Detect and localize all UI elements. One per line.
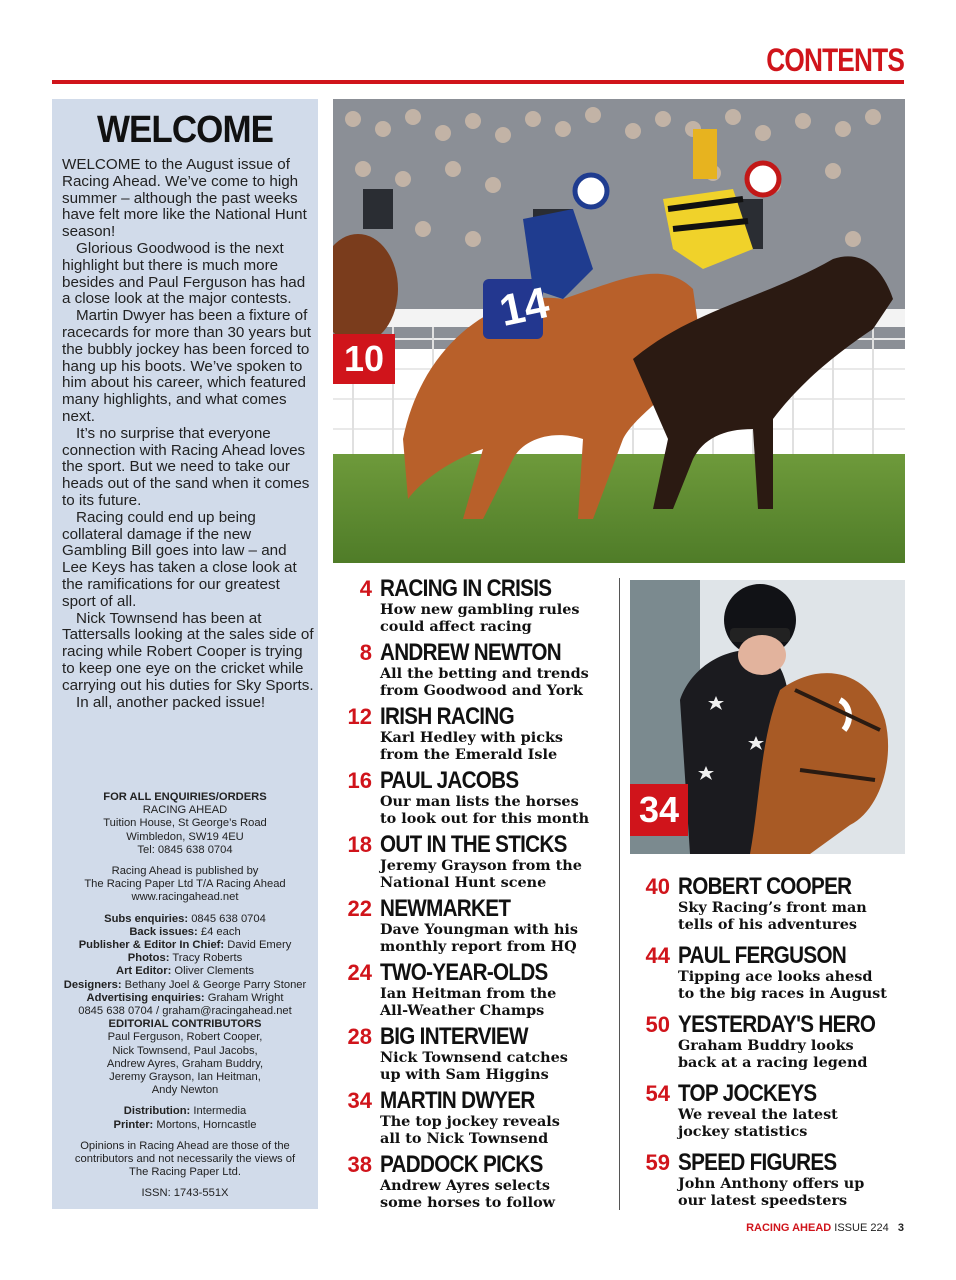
publisher-line: Racing Ahead is published by <box>111 865 259 878</box>
printer-row: Printer: Mortons, Horncastle <box>113 1118 257 1131</box>
jockey-photo[interactable] <box>630 580 905 854</box>
toc-item[interactable] <box>645 1080 839 1140</box>
credit-row: Art Editor: Oliver Clements <box>116 965 254 978</box>
toc-description: Karl Hedley with picks <box>380 729 564 746</box>
address-line: Wimbledon, SW19 4EU <box>126 830 244 843</box>
toc-item[interactable] <box>347 767 590 827</box>
toc-item[interactable] <box>359 575 580 635</box>
toc-item[interactable] <box>347 1023 568 1083</box>
column-divider <box>619 578 620 1210</box>
contributors-line: Andy Newton <box>151 1084 219 1097</box>
toc-title: PADDOCK PICKS <box>380 1151 543 1178</box>
toc-description: up with Sam Higgins <box>380 1065 549 1083</box>
credit-row: Photos: Tracy Roberts <box>127 952 243 965</box>
address-line: RACING AHEAD <box>142 804 228 817</box>
toc-description: John Anthony offers up <box>678 1175 865 1192</box>
toc-item[interactable] <box>645 942 887 1002</box>
toc-title: OUT IN THE STICKS <box>380 831 567 858</box>
toc-description: We reveal the latest <box>678 1106 838 1123</box>
toc-item[interactable] <box>347 1151 569 1211</box>
advertising-contact[interactable]: 0845 638 0704 / graham@racingahead.net <box>78 1005 292 1018</box>
credit-row: Designers: Bethany Joel & George Parry Stoner <box>63 978 307 991</box>
toc-page-number: 18 <box>347 832 372 857</box>
welcome-paragraph: Nick Townsend has been at Tattersalls looking at the sales side of racing while Robert Cooper is trying to keep one eye on the cricket while carrying out his duties for Sky Sports. <box>62 609 314 694</box>
toc-page-number: 28 <box>347 1024 372 1049</box>
footer-page-number: 3 <box>897 1222 904 1234</box>
toc-item[interactable] <box>347 703 564 763</box>
credit-row: Advertising enquiries: Graham Wright <box>86 991 284 1004</box>
issn: ISSN: 1743-551X <box>141 1187 229 1200</box>
toc-description: National Hunt scene <box>380 873 547 891</box>
toc-title: ROBERT COOPER <box>678 873 852 900</box>
toc-title: RACING IN CRISIS <box>380 575 552 602</box>
toc-title: YESTERDAY'S HERO <box>678 1011 876 1038</box>
toc-title: SPEED FIGURES <box>678 1149 837 1176</box>
toc-description: Dave Youngman with his <box>380 921 578 938</box>
enquiries-heading: FOR ALL ENQUIRIES/ORDERS <box>103 791 267 803</box>
race-finish-photo[interactable] <box>333 99 905 563</box>
contributors-line: Paul Ferguson, Robert Cooper, <box>107 1031 263 1044</box>
toc-title: PAUL JACOBS <box>380 767 519 794</box>
publisher-line: The Racing Paper Ltd T/A Racing Ahead <box>84 878 286 891</box>
toc-item[interactable] <box>645 1011 907 1071</box>
toc-description: All-Weather Champs <box>380 1001 545 1019</box>
toc-description: Graham Buddry looks <box>678 1037 854 1054</box>
toc-description: all to Nick Townsend <box>380 1129 549 1147</box>
toc-description: Tipping ace looks ahesd <box>678 968 873 985</box>
distribution-row: Distribution: Intermedia <box>123 1105 247 1118</box>
toc-page-number: 59 <box>645 1150 670 1175</box>
credit-row: Subs enquiries: 0845 638 0704 <box>104 912 266 925</box>
toc-title: PAUL FERGUSON <box>678 942 847 969</box>
race-finish-illustration <box>333 99 905 563</box>
welcome-paragraph: Glorious Goodwood is the next highlight but there is much more besides and Paul Ferguson has had a close look at the major contests. <box>62 239 306 308</box>
toc-description: The top jockey reveals <box>380 1113 560 1130</box>
toc-description: some horses to follow <box>380 1193 556 1211</box>
toc-page-number: 8 <box>359 640 372 665</box>
toc-item[interactable] <box>347 895 578 955</box>
welcome-body <box>62 157 314 711</box>
photo-page-badge: 10 <box>333 334 395 384</box>
toc-item[interactable] <box>359 639 590 699</box>
page-footer <box>746 1222 904 1234</box>
welcome-paragraph: It’s no surprise that everyone connection with Racing Ahead loves the sport. But we need to take our heads out of the sand when it comes to its future. <box>62 424 310 509</box>
address-line: Tel: 0845 638 0704 <box>137 843 233 856</box>
toc-page-number: 44 <box>645 943 670 968</box>
toc-page-number: 50 <box>645 1012 670 1037</box>
toc-item[interactable] <box>645 873 880 933</box>
toc-page-number: 54 <box>645 1081 670 1106</box>
header-rule <box>52 80 904 84</box>
contributors-line: Jeremy Grayson, Ian Heitman, <box>109 1071 261 1084</box>
toc-page-number: 16 <box>347 768 372 793</box>
toc-item[interactable] <box>347 831 597 891</box>
toc-description: our latest speedsters <box>678 1191 848 1209</box>
welcome-paragraph: Racing could end up being collateral damage if the new Gambling Bill goes into law – and Lee Keys has taken a close look at the ramifications for our greatest sport of all. <box>62 508 297 610</box>
toc-description: Ian Heitman from the <box>380 985 557 1002</box>
saddlecloth-number: 14 <box>495 277 554 337</box>
toc-description: Sky Racing’s front man <box>678 899 867 916</box>
toc-title: NEWMARKET <box>380 895 511 922</box>
toc-title: IRISH RACING <box>380 703 514 730</box>
toc-page-number: 38 <box>347 1152 372 1177</box>
toc-item[interactable] <box>347 1087 560 1147</box>
welcome-paragraph: WELCOME to the August issue of Racing Ahead. We’ve come to high summer – although the past weeks have felt more like the National Hunt season! <box>62 156 307 241</box>
toc-description: monthly report from HQ <box>380 937 577 955</box>
toc-description: Jeremy Grayson from the <box>380 857 582 874</box>
contributors-line: Andrew Ayres, Graham Buddry, <box>106 1057 264 1070</box>
toc-description: Our man lists the horses <box>380 793 579 810</box>
credit-row: Publisher & Editor In Chief: David Emery <box>78 939 292 952</box>
contributors-line: Nick Townsend, Paul Jacobs, <box>112 1044 258 1057</box>
footer-issue: ISSUE 224 <box>834 1222 889 1234</box>
toc-description: All the betting and trends <box>380 665 589 682</box>
toc-title: MARTIN DWYER <box>380 1087 535 1114</box>
toc-page-number: 4 <box>359 576 372 601</box>
contributors-heading: EDITORIAL CONTRIBUTORS <box>108 1018 262 1031</box>
toc-page-number: 22 <box>347 896 372 921</box>
welcome-paragraph: In all, another packed issue! <box>76 693 266 711</box>
toc-item[interactable] <box>347 959 575 1019</box>
toc-title: TWO-YEAR-OLDS <box>380 959 548 986</box>
welcome-title: WELCOME <box>96 109 274 151</box>
toc-description: to the big races in August <box>678 984 887 1002</box>
toc-title: TOP JOCKEYS <box>678 1080 817 1107</box>
toc-description: Nick Townsend catches <box>380 1049 568 1066</box>
welcome-paragraph: Martin Dwyer has been a fixture of racecards for more than 30 years but the bubbly jockey has been forced to hang up his boots. We’ve spoken to him about his career, which featured many highlights, and what comes next. <box>62 307 312 425</box>
toc-item[interactable] <box>645 1149 865 1209</box>
welcome-sidebar <box>52 99 318 1209</box>
page-title: CONTENTS <box>766 42 904 78</box>
toc-description: to look out for this month <box>380 809 590 827</box>
toc-description: How new gambling rules <box>380 601 580 618</box>
disclaimer-line: Opinions in Racing Ahead are those of the <box>80 1139 290 1152</box>
disclaimer-line: contributors and not necessarily the views of <box>74 1153 296 1166</box>
toc-description: Andrew Ayres selects <box>380 1177 551 1194</box>
toc-description: back at a racing legend <box>678 1053 868 1071</box>
footer-brand: RACING AHEAD <box>746 1222 832 1234</box>
toc-description: jockey statistics <box>678 1122 808 1140</box>
photo-page-badge: 34 <box>630 784 688 836</box>
toc-page-number: 34 <box>347 1088 372 1113</box>
toc-page-number: 40 <box>645 874 670 899</box>
toc-title: BIG INTERVIEW <box>380 1023 528 1050</box>
toc-description: from Goodwood and York <box>380 681 583 699</box>
credits-box <box>60 791 310 1201</box>
website-link[interactable]: www.racingahead.net <box>131 891 239 904</box>
toc-description: from the Emerald Isle <box>380 745 558 763</box>
address-line: Tuition House, St George’s Road <box>103 817 267 830</box>
disclaimer-line: The Racing Paper Ltd. <box>129 1166 241 1179</box>
toc-page-number: 24 <box>347 960 372 985</box>
toc-description: could affect racing <box>380 617 532 635</box>
credit-row: Back issues: £4 each <box>129 925 241 938</box>
toc-description: tells of his adventures <box>678 915 858 933</box>
toc-page-number: 12 <box>347 704 372 729</box>
toc-title: ANDREW NEWTON <box>380 639 562 666</box>
